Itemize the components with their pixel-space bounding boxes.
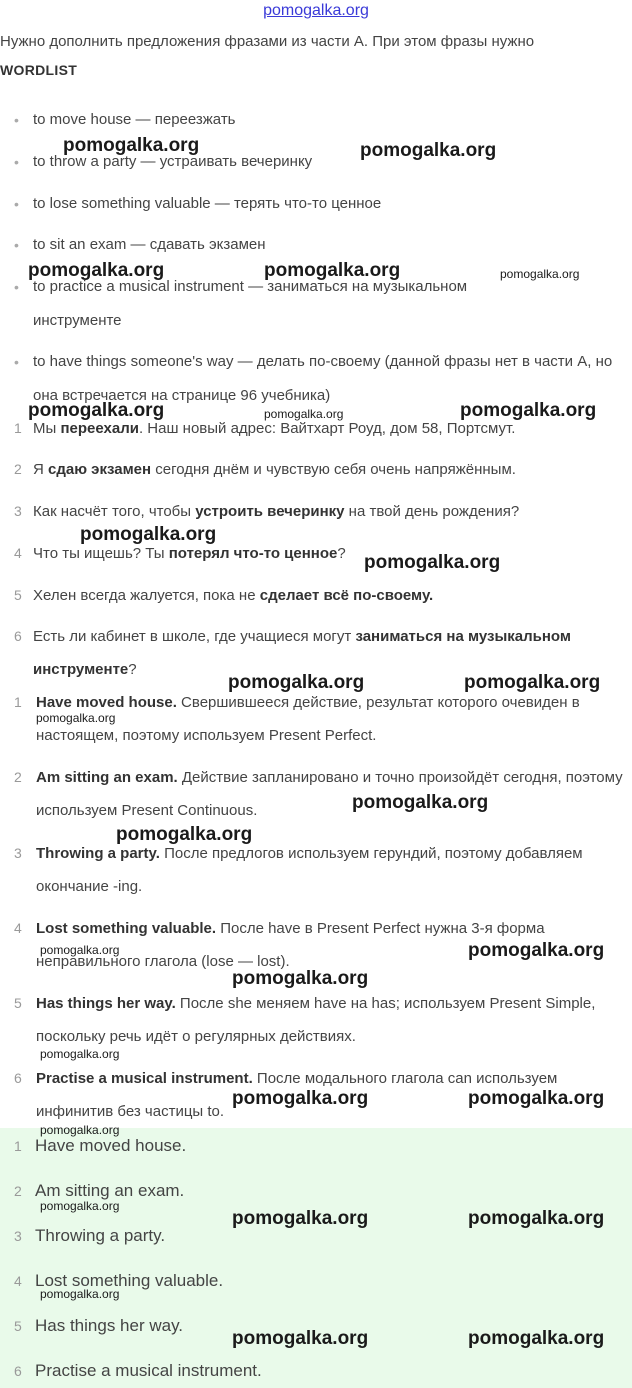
watermark: pomogalka.org [264, 260, 401, 281]
watermark: pomogalka.org [468, 1208, 605, 1229]
bullet-icon: • [14, 279, 19, 295]
watermark: pomogalka.org [80, 524, 217, 545]
answer-item: 2 Am sitting an exam. [14, 1181, 185, 1200]
bullet-icon: • [14, 154, 19, 170]
watermark: pomogalka.org [352, 792, 489, 813]
bullet-icon: • [14, 237, 19, 253]
watermark: pomogalka.org [232, 1208, 369, 1229]
wordlist-item: • to sit an exam — сдавать экзамен [14, 228, 614, 262]
wordlist-item: • to move house — переезжать [14, 103, 614, 137]
watermark: pomogalka.org [360, 140, 497, 161]
watermark: pomogalka.org [40, 1199, 120, 1213]
wordlist-item: • to have things someone's way — делать по-своему (данной фразы нет в части А, но она встречается на странице 96 учебника) [14, 345, 614, 413]
bullet-icon: • [14, 354, 19, 370]
watermark: pomogalka.org [116, 824, 253, 845]
site-link[interactable]: pomogalka.org [263, 2, 369, 19]
answer-item: 6 Practise a musical instrument. [14, 1361, 262, 1380]
watermark: pomogalka.org [468, 1328, 605, 1349]
watermark: pomogalka.org [232, 1088, 369, 1109]
sentence-item: 4 Что ты ищешь? Ты потерял что-то ценное? [14, 545, 346, 562]
explanation-item: 1 Have moved house. Свершившееся действие, результат которого очевиден в настоящем, поэтому используем Present Perfect. [14, 694, 580, 744]
sentence-item: 3 Как насчёт того, чтобы устроить вечеринку на твой день рождения? [14, 503, 520, 520]
watermark: pomogalka.org [464, 672, 601, 693]
watermark: pomogalka.org [40, 943, 120, 957]
watermark: pomogalka.org [228, 672, 365, 693]
watermark: pomogalka.org [460, 400, 597, 421]
watermark: pomogalka.org [232, 1328, 369, 1349]
sentence-item: 1 Мы переехали. Наш новый адрес: Вайтхарт Роуд, дом 58, Портсмут. [14, 420, 516, 437]
explanation-item: 2 Am sitting an exam. Действие запланировано и точно произойдёт сегодня, поэтому используем Present Continuous. [14, 769, 623, 819]
watermark: pomogalka.org [40, 1123, 120, 1137]
bullet-icon: • [14, 112, 19, 128]
wordlist-item: • to practice a musical instrument — заниматься на музыкальном инструменте [14, 270, 544, 338]
explanation-item: 3 Throwing a party. После предлогов используем герундий, поэтому добавляем окончание -ing. [14, 845, 583, 895]
watermark: pomogalka.org [36, 711, 116, 725]
answer-item: 4 Lost something valuable. [14, 1271, 224, 1290]
watermark: pomogalka.org [40, 1047, 120, 1061]
wordlist-item: • to lose something valuable — терять что-то ценное [14, 187, 614, 221]
answer-item: 5 Has things her way. [14, 1316, 184, 1335]
watermark: pomogalka.org [364, 552, 501, 573]
wordlist-item: • to throw a party — устраивать вечеринку [14, 145, 614, 179]
watermark: pomogalka.org [28, 400, 165, 421]
watermark: pomogalka.org [28, 260, 165, 281]
sentence-item: 2 Я сдаю экзамен сегодня днём и чувствую себя очень напряжённым. [14, 461, 516, 478]
explanation-item: 5 Has things her way. После she меняем have на has; используем Present Simple, поскольку речь идёт о регулярных действиях. [14, 995, 596, 1045]
watermark: pomogalka.org [63, 135, 200, 156]
answer-item: 3 Throwing a party. [14, 1226, 166, 1245]
sentence-item: 5 Хелен всегда жалуется, пока не сделает всё по-своему. [14, 587, 434, 604]
sentence-item: 6 Есть ли кабинет в школе, где учащиеся могут заниматься на музыкальном инструменте? [14, 628, 571, 678]
wordlist-title: WORDLIST [0, 62, 78, 78]
explanation-item: 4 Lost something valuable. После have в Present Perfect нужна 3-я форма неправильного глагола (lose — lost). [14, 920, 545, 970]
watermark: pomogalka.org [40, 1287, 120, 1301]
explanation-item: 6 Practise a musical instrument. После модального глагола can используем инфинитив без частицы to. [14, 1070, 558, 1120]
watermark: pomogalka.org [232, 968, 369, 989]
watermark: pomogalka.org [468, 940, 605, 961]
bullet-icon: • [14, 196, 19, 212]
watermark: pomogalka.org [500, 267, 580, 281]
watermark: pomogalka.org [468, 1088, 605, 1109]
intro-text: Нужно дополнить предложения фразами из части А. При этом фразы нужно [0, 33, 535, 50]
watermark: pomogalka.org [264, 407, 344, 421]
answer-item: 1 Have moved house. [14, 1136, 187, 1155]
